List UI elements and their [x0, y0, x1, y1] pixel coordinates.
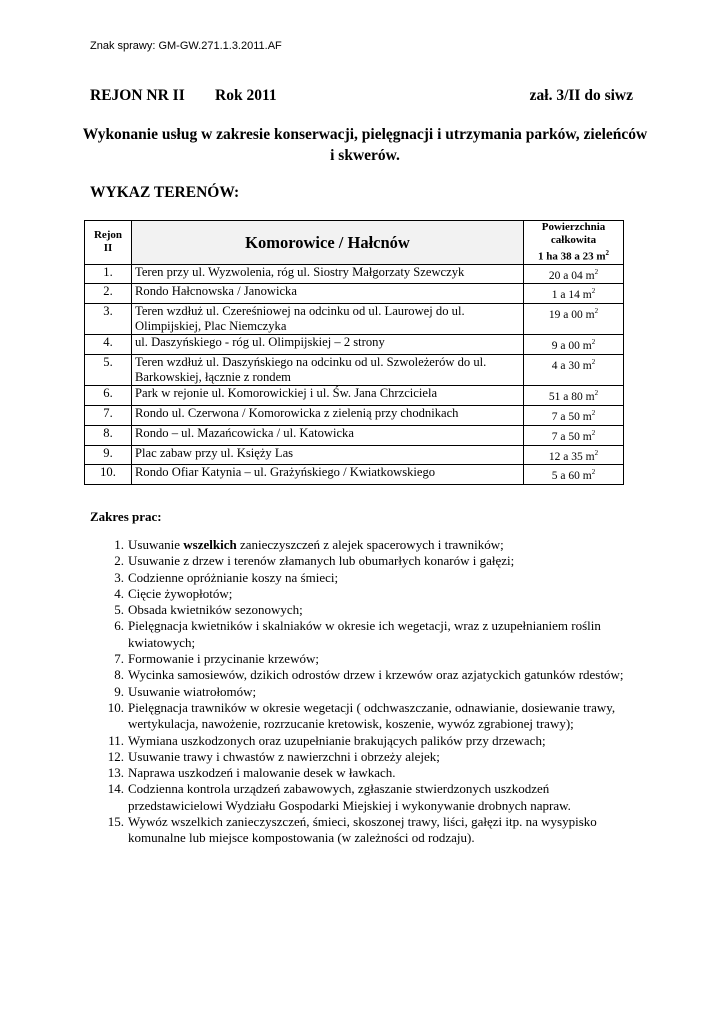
- row-location: Teren przy ul. Wyzwolenia, róg ul. Siostry Małgorzaty Szewczyk: [132, 264, 524, 284]
- list-item: [114, 537, 638, 553]
- row-location: Park w rejonie ul. Komorowickiej i ul. Św. Jana Chrzciciela: [132, 386, 524, 406]
- row-number: 7.: [85, 405, 132, 425]
- attachment-label: zał. 3/II do siwz: [529, 87, 633, 104]
- list-item: [114, 569, 638, 586]
- row-area: 9 a 00 $m^2$: [524, 335, 624, 355]
- list-item-text: Wywóz wszelkich zanieczyszczeń, śmieci, skoszonej trawy, liści, gałęzi itp. na wysypisko komunalne lub miejsce kompostowania (w zależności od rodzaju).: [128, 814, 597, 846]
- list-item-number: 9.: [114, 683, 124, 699]
- list-item-number: 7.: [114, 651, 124, 667]
- row-number: 1.: [85, 264, 132, 284]
- list-item: [114, 667, 638, 683]
- list-item-emphasis: wszelkich: [183, 537, 237, 552]
- list-item-text-end: zanieczyszczeń z alejek spacerowych i trawników;: [236, 537, 504, 552]
- row-area-value: 5 a 60 m: [551, 470, 592, 483]
- row-number: 8.: [85, 425, 132, 445]
- table-row: [85, 445, 624, 465]
- list-item: [107, 748, 638, 765]
- list-item-text: Usuwanie trawy i chwastów z nawierzchni i obrzeży alejek;: [128, 748, 440, 764]
- row-location: Rondo – ul. Mazańcowicka / ul. Katowicka: [132, 425, 524, 445]
- area-header-line3: 1 ha 38 a 23 m: [537, 250, 606, 263]
- row-area: 20 a 04 $m^2$: [524, 264, 624, 284]
- row-area: 7 a 50 $m^2$: [524, 405, 624, 425]
- list-item: [114, 683, 638, 700]
- list-item: [107, 699, 638, 733]
- row-location: Teren wzdłuż ul. Czereśniowej na odcinku od ul. Laurowej do ul. Olimpijskiej, Plac Niemczyka: [132, 304, 524, 335]
- region-column-header: [85, 221, 132, 265]
- row-area: 19 a 00 $m^2$: [524, 304, 624, 335]
- list-item-text: Naprawa uszkodzeń i malowanie desek w ławkach.: [128, 765, 396, 781]
- location-column-header: Komorowice / Hałcnów: [132, 221, 524, 265]
- list-item-text: Formowanie i przycinanie krzewów;: [128, 651, 319, 667]
- row-location: Rondo Hałcnowska / Janowicka: [132, 284, 524, 304]
- row-number: 10.: [85, 465, 132, 485]
- list-item-text: Pielęgnacja kwietników i skalniaków w okresie ich wegetacji, wraz z uzupełnianiem roślin kwiatowych;: [128, 618, 601, 650]
- list-item-number: 2.: [114, 553, 124, 569]
- row-number: 2.: [85, 284, 132, 304]
- list-item-number: 12.: [107, 748, 124, 764]
- row-area-value: 12 a 35 m: [548, 450, 595, 463]
- row-area: 4 a 30 $m^2$: [524, 355, 624, 386]
- table-row: [85, 425, 624, 445]
- case-reference: Znak sprawy: GM-GW.271.1.3.2011.AF: [90, 40, 282, 52]
- table-header-row: [85, 221, 624, 265]
- row-location: Teren wzdłuż ul. Daszyńskiego na odcinku od ul. Szwoleżerów do ul. Barkowskiej, łącznie z rondem: [132, 355, 524, 386]
- row-area: 1 a 14 $m^2$: [524, 284, 624, 304]
- region-header-line1: Rejon: [93, 229, 123, 242]
- row-number: 3.: [85, 304, 132, 335]
- list-item-number: 3.: [114, 569, 124, 585]
- list-item: [114, 602, 638, 618]
- row-area: 51 a 80 $m^2$: [524, 386, 624, 406]
- list-item-number: 15.: [107, 814, 124, 830]
- list-item-number: 6.: [114, 618, 124, 634]
- table-row: [85, 264, 624, 284]
- scope-heading: Zakres prac:: [90, 509, 162, 524]
- list-item: [107, 814, 638, 847]
- list-item: [114, 553, 638, 569]
- row-number: 5.: [85, 355, 132, 386]
- list-item: [107, 765, 638, 781]
- table-row: [85, 304, 624, 335]
- row-location: Plac zabaw przy ul. Księży Las: [132, 445, 524, 465]
- region-header-line2: II: [103, 242, 113, 255]
- areas-list-heading: WYKAZ TERENÓW:: [90, 184, 240, 201]
- row-area: 7 a 50 $m^2$: [524, 425, 624, 445]
- list-item: [107, 781, 638, 814]
- row-number: 9.: [85, 445, 132, 465]
- list-item-text: Codzienna kontrola urządzeń zabawowych, zgłaszanie stwierdzonych uszkodzeń przedstawicielowi Wydziału Gospodarki Miejskiej i wykonywanie drobnych napraw.: [128, 781, 571, 813]
- list-item-text: Wycinka samosiewów, dzikich odrostów drzew i krzewów oraz azjatyckich gatunków rdestów;: [128, 667, 624, 683]
- table-row: [85, 465, 624, 485]
- table-row: [85, 335, 624, 355]
- list-item: [114, 585, 638, 602]
- row-number: 4.: [85, 335, 132, 355]
- region-label: REJON NR II: [90, 87, 185, 104]
- list-item-text: Pielęgnacja trawników w okresie wegetacji ( odchwaszczanie, odnawianie, dosiewanie trawy, wertykulacja, nawożenie, rozrzucanie kretowisk, koszenie, wywóz zgrabionej trawy);: [128, 699, 616, 732]
- row-location: Rondo Ofiar Katynia – ul. Grażyńskiego / Kwiatkowskiego: [132, 465, 524, 485]
- list-item-text-start: Usuwanie: [128, 537, 184, 552]
- table-row: [85, 284, 624, 304]
- table-row: [85, 405, 624, 425]
- areas-table: [84, 220, 624, 485]
- row-area-value: 20 a 04 m: [548, 269, 595, 282]
- list-item-number: 10.: [107, 699, 124, 715]
- row-location: ul. Daszyńskiego - róg ul. Olimpijskiej – 2 strony: [132, 335, 524, 355]
- list-item-text: Wymiana uszkodzonych oraz uzupełnianie brakujących palików przy drzewach;: [128, 732, 546, 748]
- row-area-value: 7 a 50 m: [551, 410, 592, 423]
- row-area-value: 19 a 00 m: [548, 309, 595, 322]
- year-label: Rok 2011: [215, 87, 277, 104]
- list-item-number: 1.: [114, 537, 124, 552]
- area-column-header: Powierzchnia całkowita 1 ha 38 a 23 $m^2$: [524, 221, 624, 265]
- list-item-number: 4.: [114, 585, 124, 601]
- list-item-number: 5.: [114, 602, 124, 618]
- row-location: Rondo ul. Czerwona / Komorowicka z zielenią przy chodnikach: [132, 405, 524, 425]
- area-header-line1: Powierzchnia: [541, 221, 606, 233]
- list-item-number: 14.: [107, 781, 124, 797]
- row-area-value: 7 a 50 m: [551, 430, 592, 443]
- list-item-number: 13.: [107, 765, 124, 781]
- list-item-text: Usuwanie wiatrołomów;: [128, 683, 257, 699]
- list-item-text: Cięcie żywopłotów;: [128, 585, 233, 601]
- row-number: 6.: [85, 386, 132, 406]
- document-title: Wykonanie usług w zakresie konserwacji, pielęgnacji i utrzymania parków, zieleńców i skwerów.: [82, 126, 648, 164]
- document-header: [90, 87, 635, 105]
- row-area: 12 a 35 $m^2$: [524, 445, 624, 465]
- scope-list: [107, 537, 638, 847]
- row-area-value: 51 a 80 m: [548, 390, 595, 403]
- row-area-value: 1 a 14 m: [551, 289, 592, 302]
- list-item-number: 8.: [114, 667, 124, 683]
- row-area-value: 4 a 30 m: [551, 359, 592, 372]
- list-item-text: Codzienne opróżnianie koszy na śmieci;: [128, 569, 339, 585]
- table-row: [85, 386, 624, 406]
- list-item: [108, 732, 638, 749]
- row-area: 5 a 60 $m^2$: [524, 465, 624, 485]
- list-item-number: 11.: [108, 732, 124, 748]
- list-item-text: Obsada kwietników sezonowych;: [128, 602, 303, 618]
- row-area-value: 9 a 00 m: [551, 340, 592, 353]
- list-item: [114, 651, 638, 667]
- table-row: [85, 355, 624, 386]
- area-header-line2: całkowita: [550, 234, 597, 246]
- list-item-text: Usuwanie z drzew i terenów złamanych lub obumarłych konarów i gałęzi;: [128, 553, 515, 569]
- list-item: [114, 618, 638, 651]
